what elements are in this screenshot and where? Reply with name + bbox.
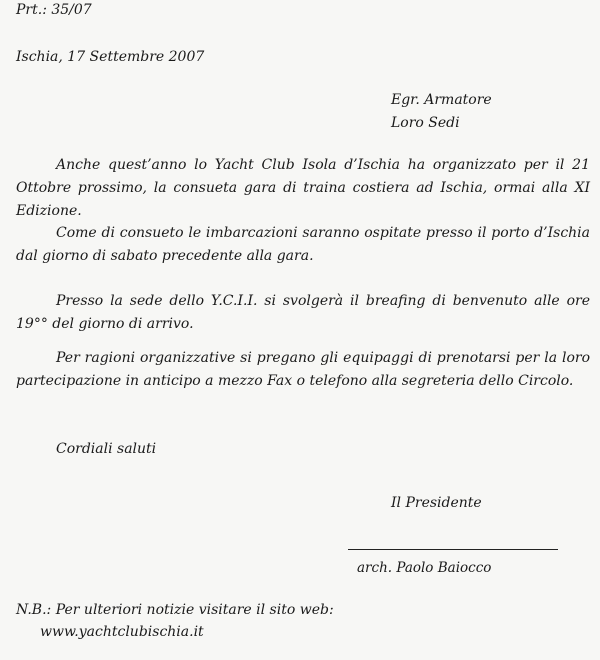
recipient-line-2: Loro Sedi: [391, 115, 460, 131]
footer-note: N.B.: Per ulteriori notizie visitare il sito web:: [16, 602, 334, 618]
body-paragraph-2: Come di consueto le imbarcazioni saranno ospitate presso il porto d’Ischia dal giorno di sabato precedente alla gara.: [16, 225, 590, 264]
place-date: Ischia, 17 Settembre 2007: [16, 49, 205, 65]
signature-line: [348, 549, 558, 550]
signature-name: arch. Paolo Baiocco: [357, 560, 492, 576]
body-paragraph-4: Per ragioni organizzative si pregano gli equipaggi di prenotarsi per la loro partecipazione in anticipo a mezzo Fax o telefono alla segreteria dello Circolo.: [16, 350, 590, 389]
footer-website: www.yachtclubischia.it: [40, 624, 204, 640]
body-paragraph-1: Anche quest’anno lo Yacht Club Isola d’Ischia ha organizzato per il 21 Ottobre prossimo, la consueta gara di traina costiera ad Ischia, ormai alla XI Edizione.: [16, 157, 590, 219]
protocol-number: Prt.: 35/07: [16, 2, 92, 18]
body-paragraph-3: Presso la sede dello Y.C.I.I. si svolgerà il breafing di benvenuto alle ore 19°° del giorno di arrivo.: [16, 293, 590, 332]
recipient-line-1: Egr. Armatore: [391, 92, 492, 108]
closing-greeting: Cordiali saluti: [56, 441, 157, 457]
signature-title: Il Presidente: [391, 495, 482, 511]
